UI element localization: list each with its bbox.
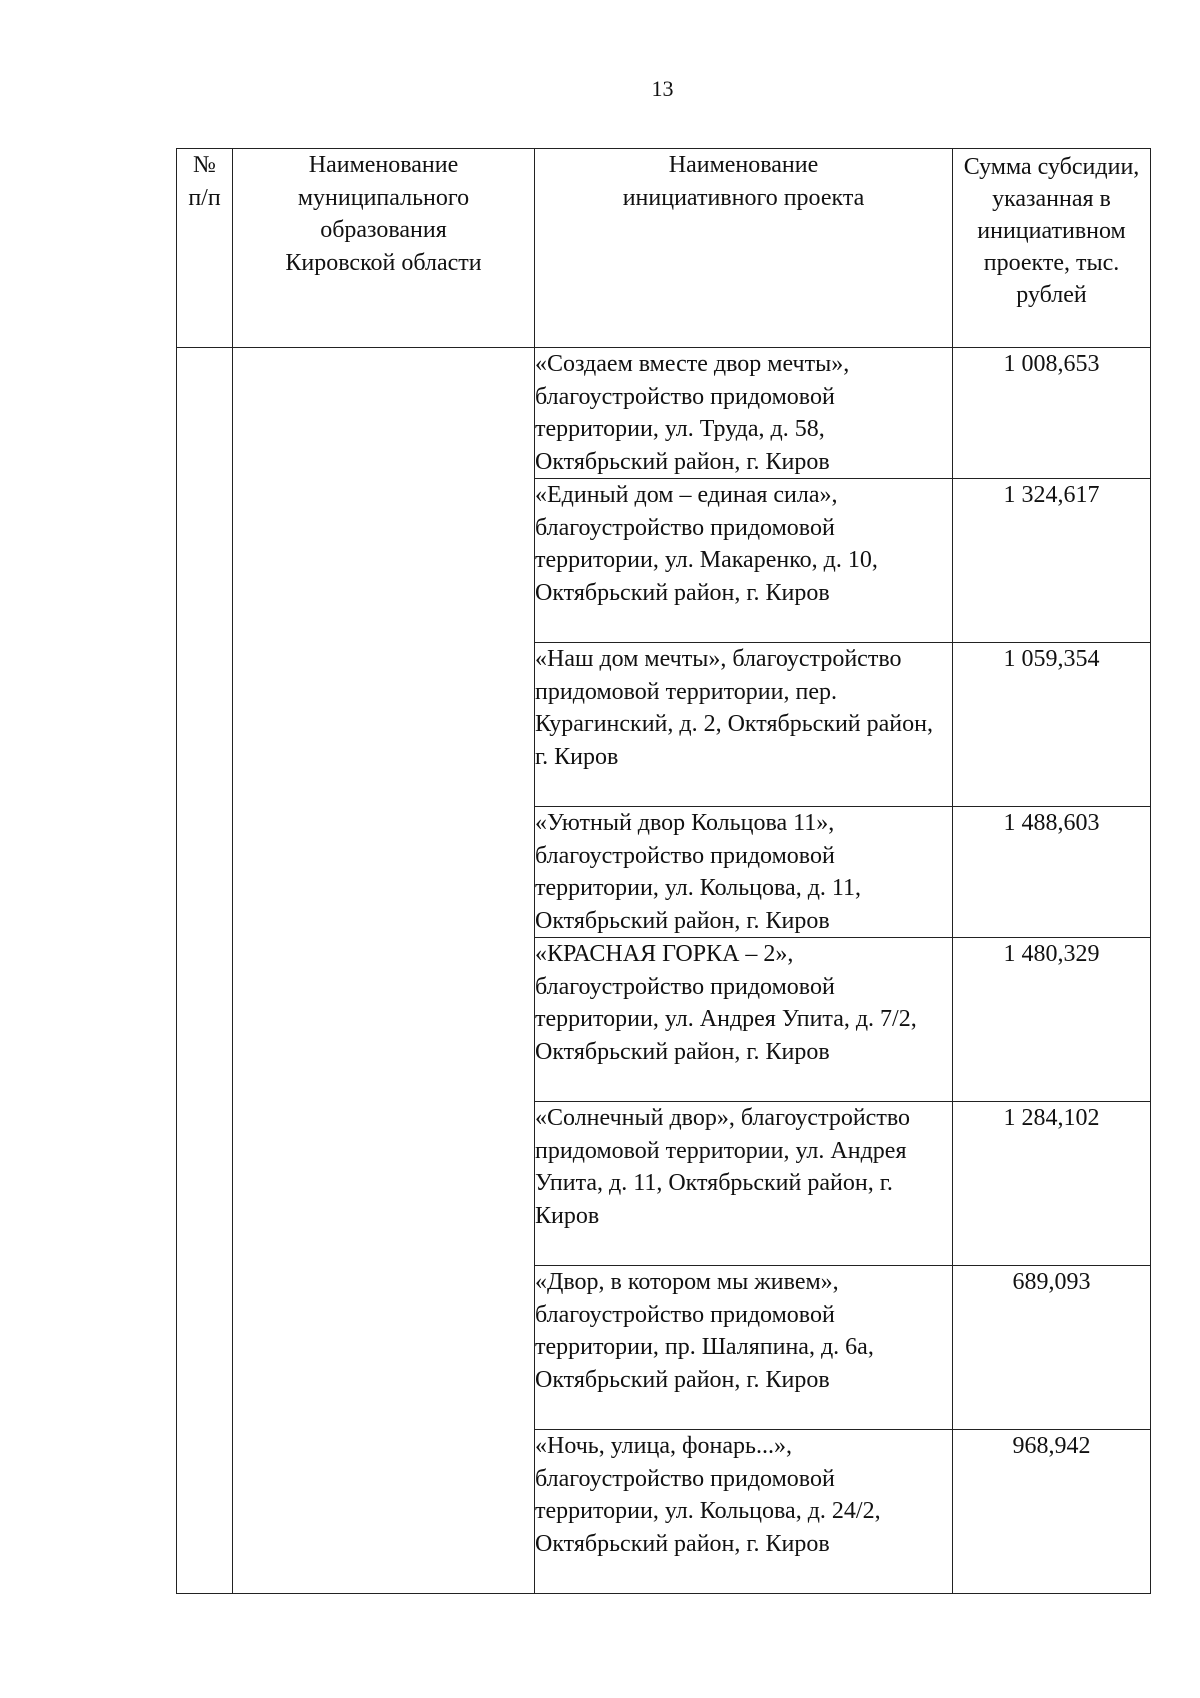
amount-cell: 1 324,617 [953, 479, 1151, 643]
page-number: 13 [651, 76, 674, 101]
number-cell [177, 348, 233, 1594]
amount-cell: 1 480,329 [953, 938, 1151, 1102]
header-amount: Сумма субсидии, указанная в инициативном проекте, тыс. рублей [953, 149, 1151, 348]
subsidy-table [176, 148, 1151, 1594]
header-project: Наименование инициативного проекта [535, 149, 953, 348]
table-row [177, 348, 1151, 479]
project-cell: «Ночь, улица, фонарь...», благоустройство придомовой территории, ул. Кольцова, д. 24/2, Октябрьский район, г. Киров [535, 1430, 953, 1594]
amount-cell: 1 284,102 [953, 1102, 1151, 1266]
header-municipality: Наименование муниципального образования Кировской области [233, 149, 535, 348]
project-cell: «Уютный двор Кольцова 11», благоустройство придомовой территории, ул. Кольцова, д. 11, Октябрьский район, г. Киров [535, 807, 953, 938]
project-cell: «Солнечный двор», благоустройство придомовой территории, ул. Андрея Упита, д. 11, Октябрьский район, г. Киров [535, 1102, 953, 1266]
project-cell: «КРАСНАЯ ГОРКА – 2», благоустройство придомовой территории, ул. Андрея Упита, д. 7/2, Октябрьский район, г. Киров [535, 938, 953, 1102]
amount-cell: 689,093 [953, 1266, 1151, 1430]
amount-cell: 1 488,603 [953, 807, 1151, 938]
amount-cell: 1 008,653 [953, 348, 1151, 479]
project-cell: «Наш дом мечты», благоустройство придомовой территории, пер. Курагинский, д. 2, Октябрьский район, г. Киров [535, 643, 953, 807]
amount-cell: 1 059,354 [953, 643, 1151, 807]
header-number: № п/п [177, 149, 233, 348]
project-cell: «Создаем вместе двор мечты», благоустройство придомовой территории, ул. Труда, д. 58, Октябрьский район, г. Киров [535, 348, 953, 479]
amount-cell: 968,942 [953, 1430, 1151, 1594]
table-header-row [177, 149, 1151, 348]
municipality-cell [233, 348, 535, 1594]
project-cell: «Двор, в котором мы живем», благоустройство придомовой территории, пр. Шаляпина, д. 6а, Октябрьский район, г. Киров [535, 1266, 953, 1430]
project-cell: «Единый дом – единая сила», благоустройство придомовой территории, ул. Макаренко, д. 10, Октябрьский район, г. Киров [535, 479, 953, 643]
